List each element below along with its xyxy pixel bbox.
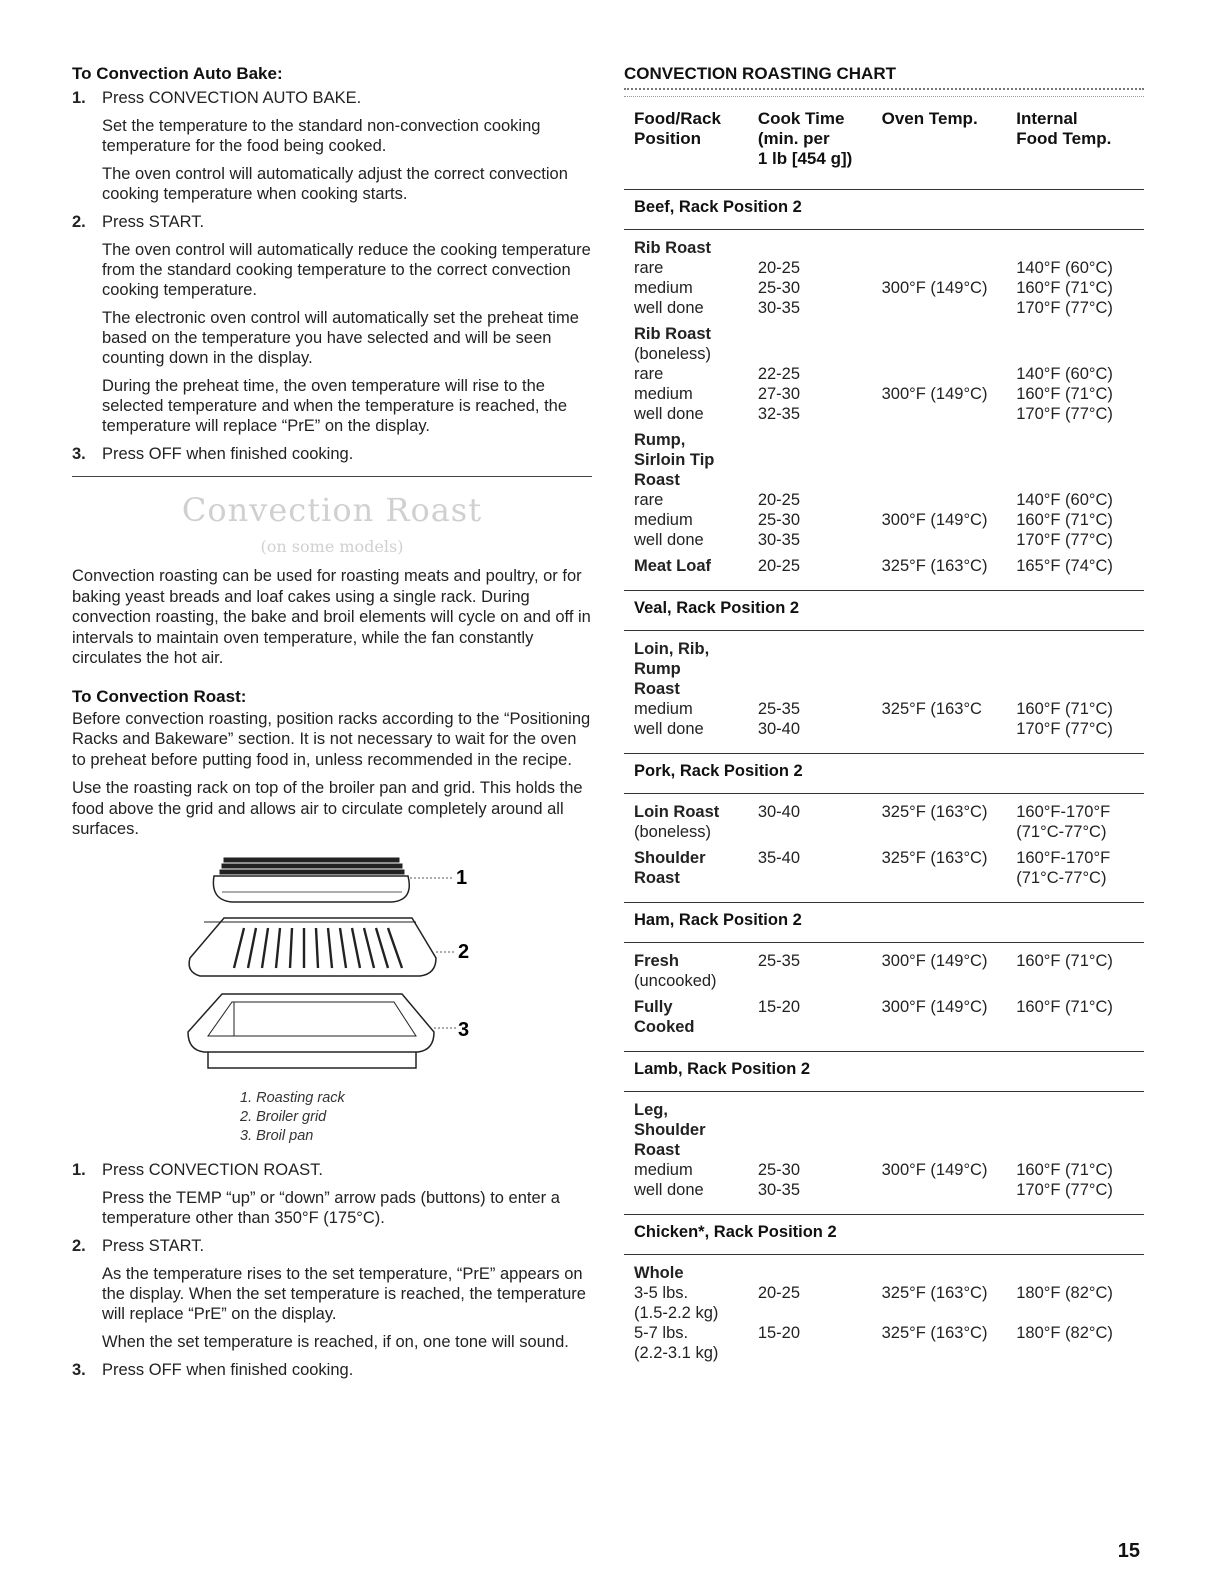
table-row (634, 430, 1144, 450)
table-row (634, 1323, 1144, 1343)
header-food-rack: Food/Rack Position (634, 109, 721, 148)
cell-internal-temp (1016, 430, 1144, 450)
cell-internal-temp: 170°F (77°C) (1016, 1181, 1113, 1199)
page-number: 15 (1117, 1540, 1140, 1562)
cell-food: medium (634, 279, 693, 297)
cell-food: rare (634, 365, 664, 383)
cell-food: well done (634, 720, 704, 738)
cell-internal-temp (1016, 344, 1144, 364)
auto-bake-heading: To Convection Auto Bake: (72, 64, 283, 83)
cell-food: Loin Roast (634, 803, 720, 821)
cell-internal-temp: 160°F (71°C) (1016, 952, 1113, 970)
header-internal-temp: Internal Food Temp. (1016, 109, 1112, 148)
cell-oven-temp: 300°F (149°C) (881, 279, 988, 297)
cell-cook-time (758, 324, 882, 344)
cell-oven-temp (882, 971, 1017, 991)
group-heading: Chicken*, Rack Position 2 (624, 1214, 1144, 1255)
cell-cook-time: 25-35 (757, 700, 801, 718)
group-heading: Lamb, Rack Position 2 (624, 1051, 1144, 1092)
cell-internal-temp (1016, 324, 1144, 344)
cell-cook-time: 30-35 (757, 531, 801, 549)
table-row (634, 384, 1144, 404)
cell-food: (uncooked) (634, 972, 717, 990)
cell-oven-temp (882, 1017, 1017, 1037)
cell-internal-temp: 140°F (60°C) (1016, 365, 1113, 383)
cell-food: Roast (634, 869, 680, 887)
step-3 (72, 1360, 592, 1380)
table-row (634, 344, 1144, 364)
cell-food: medium (634, 700, 693, 718)
figure-captions (240, 1089, 592, 1146)
step-detail: When the set temperature is reached, if on, one tone will sound. (102, 1332, 569, 1351)
cell-cook-time: 22-25 (757, 365, 801, 383)
table-row (634, 951, 1144, 971)
cell-food: Loin, Rib, (634, 640, 710, 658)
cell-food: Cooked (634, 1018, 695, 1036)
cell-oven-temp (882, 679, 1017, 699)
cell-cook-time (758, 639, 882, 659)
cell-oven-temp (882, 238, 1017, 258)
table-row (634, 1100, 1144, 1120)
group-rows (624, 794, 1144, 888)
step-instruction: Press OFF when finished cooking. (102, 1360, 354, 1379)
section-subtitle: (on some models) (260, 537, 404, 556)
cell-internal-temp (1016, 659, 1144, 679)
cell-cook-time: 32-35 (757, 405, 801, 423)
table-row (634, 490, 1144, 510)
table-row (634, 822, 1144, 842)
step-detail: During the preheat time, the oven temperature will rise to the selected temperature and when the temperature is reached, the temperature will replace “PrE” on the display. (102, 377, 568, 435)
table-row (634, 1017, 1144, 1037)
chart-title: CONVECTION ROASTING CHART (624, 64, 896, 83)
table-row (634, 404, 1144, 424)
step-detail: The oven control will automatically adjust the correct convection cooking temperature when cooking starts. (102, 165, 568, 203)
table-row (634, 1263, 1144, 1283)
group-rows (624, 230, 1144, 576)
step-2 (72, 212, 592, 436)
step-detail: The oven control will automatically reduce the cooking temperature from the standard cooking temperature to the correct convection cooking temperature. (102, 241, 591, 299)
step-detail: As the temperature rises to the set temperature, “PrE” appears on the display. When the set temperature is reached, the temperature will replace “PrE” on the display. (102, 1264, 586, 1323)
cell-cook-time: 15-20 (757, 1324, 801, 1342)
cell-cook-time (758, 868, 882, 888)
cell-food: rare (634, 491, 664, 509)
cell-cook-time: 20-25 (757, 1284, 801, 1302)
cell-internal-temp: 170°F (77°C) (1016, 299, 1113, 317)
dotted-rule (624, 88, 1144, 97)
cell-food: well done (634, 531, 704, 549)
auto-bake-steps (72, 88, 592, 464)
cell-internal-temp: 170°F (77°C) (1016, 405, 1113, 423)
cell-food: (boneless) (634, 823, 712, 841)
cell-internal-temp: 160°F (71°C) (1016, 998, 1113, 1016)
table-row (634, 1120, 1144, 1140)
broil-pan-drawing (188, 994, 456, 1068)
cell-cook-time (758, 1263, 882, 1283)
step-number: 2. (72, 1236, 86, 1255)
cell-internal-temp: 160°F-170°F (1016, 803, 1111, 821)
table-row (634, 997, 1144, 1017)
cell-internal-temp (1016, 639, 1144, 659)
cell-food: Rump, (634, 431, 686, 449)
cell-internal-temp (1016, 1100, 1144, 1120)
cell-food: Fully (634, 998, 673, 1016)
cell-oven-temp (882, 1140, 1017, 1160)
cell-cook-time: 30-40 (757, 720, 801, 738)
cell-oven-temp: 300°F (149°C) (881, 1161, 988, 1179)
group-heading: Beef, Rack Position 2 (624, 189, 1144, 230)
cell-food: Fresh (634, 952, 679, 970)
cell-food: Roast (634, 680, 680, 698)
cell-cook-time (758, 238, 882, 258)
cell-oven-temp (882, 298, 1017, 318)
cell-oven-temp (882, 1263, 1017, 1283)
table-row (634, 364, 1144, 384)
table-row (634, 278, 1144, 298)
cell-oven-temp (882, 364, 1017, 384)
table-row (634, 1140, 1144, 1160)
cell-oven-temp (882, 324, 1017, 344)
cell-cook-time (758, 1343, 882, 1363)
cell-oven-temp: 325°F (163°C) (881, 557, 988, 575)
cell-cook-time (758, 470, 882, 490)
cell-oven-temp: 300°F (149°C) (881, 511, 988, 529)
group-heading: Pork, Rack Position 2 (624, 753, 1144, 794)
cell-internal-temp (1016, 1140, 1144, 1160)
table-row (634, 971, 1144, 991)
cell-food: (1.5-2.2 kg) (634, 1304, 719, 1322)
step-instruction: Press START. (102, 1236, 205, 1255)
roast-heading: To Convection Roast: (72, 686, 247, 706)
cell-cook-time: 20-25 (757, 557, 801, 575)
cell-internal-temp (1016, 971, 1144, 991)
cell-cook-time: 35-40 (757, 849, 801, 867)
cell-cook-time (758, 1017, 882, 1037)
cell-oven-temp (882, 530, 1017, 550)
section-divider (72, 476, 592, 477)
callout-3: 3 (458, 1018, 470, 1041)
cell-internal-temp (1016, 1120, 1144, 1140)
table-row (634, 719, 1144, 739)
cell-oven-temp: 325°F (163°C) (881, 803, 988, 821)
cell-oven-temp: 325°F (163°C (881, 700, 982, 718)
table-row (634, 802, 1144, 822)
callout-2: 2 (458, 940, 470, 963)
cell-internal-temp: 140°F (60°C) (1016, 259, 1113, 277)
intro-paragraph: Convection roasting can be used for roasting meats and poultry, or for baking yeast breads and loaf cakes using a single rack. During convection roasting, the bake and broil elements will cycle on and off in intervals to maintain oven temperature, while the fan constantly circulates the hot air. (72, 567, 591, 667)
roast-steps (72, 1160, 592, 1380)
cell-food: medium (634, 1161, 693, 1179)
cell-internal-temp: 160°F (71°C) (1016, 279, 1113, 297)
table-row (634, 868, 1144, 888)
chart-body (624, 189, 1144, 1363)
table-row (634, 1283, 1144, 1303)
group-heading: Ham, Rack Position 2 (624, 902, 1144, 943)
step-detail: The electronic oven control will automatically set the preheat time based on the temperature you have selected and will be seen counting down in the display. (102, 309, 579, 367)
cell-oven-temp (882, 1303, 1017, 1323)
table-row (634, 324, 1144, 344)
cell-cook-time: 25-30 (757, 279, 801, 297)
table-row (634, 470, 1144, 490)
step-instruction: Press START. (102, 213, 205, 231)
cell-internal-temp: 170°F (77°C) (1016, 531, 1113, 549)
roasting-pan-illustration (72, 854, 592, 1089)
step-number: 1. (72, 89, 86, 107)
table-row (634, 530, 1144, 550)
cell-cook-time (758, 430, 882, 450)
cell-oven-temp (882, 1100, 1017, 1120)
cell-oven-temp (882, 344, 1017, 364)
section-title: Convection Roast (181, 491, 483, 529)
cell-cook-time: 20-25 (757, 491, 801, 509)
table-row (634, 659, 1144, 679)
cell-food: rare (634, 259, 664, 277)
cell-internal-temp: (71°C-77°C) (1016, 823, 1107, 841)
broiler-grid-drawing (189, 918, 454, 976)
cell-food: Leg, (634, 1101, 668, 1119)
cell-food: Whole (634, 1264, 684, 1282)
table-row (634, 1160, 1144, 1180)
cell-internal-temp: 180°F (82°C) (1016, 1324, 1113, 1342)
roasting-pan-drawing (72, 854, 592, 1089)
callout-1: 1 (456, 866, 468, 889)
cell-oven-temp (882, 450, 1017, 470)
cell-internal-temp: 140°F (60°C) (1016, 491, 1113, 509)
cell-internal-temp: 160°F-170°F (1016, 849, 1111, 867)
cell-internal-temp (1016, 238, 1144, 258)
cell-internal-temp: 165°F (74°C) (1016, 557, 1113, 575)
group-rows (624, 1092, 1144, 1200)
cell-cook-time (758, 344, 882, 364)
cell-oven-temp (882, 1343, 1017, 1363)
table-row (634, 1180, 1144, 1200)
cell-cook-time: 27-30 (757, 385, 801, 403)
cell-oven-temp (882, 1180, 1017, 1200)
cell-internal-temp: 160°F (71°C) (1016, 385, 1113, 403)
cell-cook-time: 15-20 (757, 998, 801, 1016)
cell-food: Meat Loaf (634, 557, 712, 575)
group-rows (624, 1255, 1144, 1363)
step-number: 3. (72, 445, 86, 463)
cell-oven-temp (882, 1120, 1017, 1140)
step-instruction: Press CONVECTION AUTO BAKE. (102, 89, 362, 107)
step-number: 2. (72, 213, 86, 231)
step-instruction: Press OFF when finished cooking. (102, 445, 354, 463)
cell-internal-temp: (71°C-77°C) (1016, 869, 1107, 887)
cell-food: 5-7 lbs. (634, 1324, 689, 1342)
cell-internal-temp (1016, 1263, 1144, 1283)
table-row (634, 510, 1144, 530)
cell-internal-temp: 170°F (77°C) (1016, 720, 1113, 738)
cell-oven-temp: 300°F (149°C) (881, 385, 988, 403)
cell-oven-temp: 300°F (149°C) (881, 998, 988, 1016)
group-rows (624, 943, 1144, 1037)
caption-roasting-rack: 1. Roasting rack (240, 1089, 345, 1106)
cell-food: well done (634, 1181, 704, 1199)
cell-cook-time (758, 971, 882, 991)
cell-cook-time (758, 1100, 882, 1120)
chart-header-row (624, 97, 1144, 169)
cell-cook-time (758, 1140, 882, 1160)
header-cook-time: Cook Time (min. per 1 lb [454 g]) (757, 109, 853, 168)
cell-cook-time: 30-35 (757, 1181, 801, 1199)
cell-cook-time (758, 679, 882, 699)
cell-oven-temp (882, 404, 1017, 424)
cell-food: well done (634, 299, 704, 317)
cell-food: (boneless) (634, 345, 712, 363)
step-3 (72, 444, 592, 464)
cell-cook-time: 20-25 (757, 259, 801, 277)
left-column (72, 64, 592, 1388)
table-row (634, 639, 1144, 659)
caption-broil-pan: 3. Broil pan (240, 1127, 314, 1144)
group-heading: Veal, Rack Position 2 (624, 590, 1144, 631)
cell-oven-temp: 325°F (163°C) (881, 849, 988, 867)
cell-food: medium (634, 385, 693, 403)
cell-oven-temp (882, 822, 1017, 842)
cell-food: Roast (634, 1141, 680, 1159)
cell-food: well done (634, 405, 704, 423)
cell-cook-time (758, 1120, 882, 1140)
cell-cook-time (758, 822, 882, 842)
cell-food: medium (634, 511, 693, 529)
cell-oven-temp (882, 719, 1017, 739)
roast-paragraph-2: Use the roasting rack on top of the broiler pan and grid. This holds the food above the grid and allows air to circulate completely around all surfaces. (72, 779, 583, 838)
cell-food: Shoulder (634, 849, 706, 867)
cell-food: (2.2-3.1 kg) (634, 1344, 719, 1362)
cell-oven-temp (882, 868, 1017, 888)
cell-cook-time: 25-30 (757, 1161, 801, 1179)
step-number: 3. (72, 1360, 86, 1379)
cell-internal-temp: 160°F (71°C) (1016, 700, 1113, 718)
table-row (634, 699, 1144, 719)
step-1 (72, 1160, 592, 1228)
cell-cook-time: 30-40 (757, 803, 801, 821)
table-row (634, 450, 1144, 470)
cell-oven-temp (882, 659, 1017, 679)
cell-food: Sirloin Tip (634, 451, 715, 469)
cell-cook-time (758, 659, 882, 679)
table-row (634, 238, 1144, 258)
cell-cook-time: 25-30 (757, 511, 801, 529)
cell-oven-temp (882, 470, 1017, 490)
cell-food: Rib Roast (634, 325, 712, 343)
cell-oven-temp: 325°F (163°C) (881, 1324, 988, 1342)
cell-oven-temp (882, 258, 1017, 278)
cell-cook-time (758, 450, 882, 470)
cell-food: 3-5 lbs. (634, 1284, 689, 1302)
table-row (634, 1303, 1144, 1323)
cell-internal-temp (1016, 1017, 1144, 1037)
cell-internal-temp (1016, 1343, 1144, 1363)
cell-oven-temp (882, 490, 1017, 510)
table-row (634, 679, 1144, 699)
cell-food: Rib Roast (634, 239, 712, 257)
roasting-rack-drawing (213, 858, 452, 902)
group-rows (624, 631, 1144, 739)
cell-cook-time (758, 1303, 882, 1323)
cell-internal-temp (1016, 450, 1144, 470)
cell-food: Roast (634, 471, 680, 489)
table-row (634, 556, 1144, 576)
cell-internal-temp: 160°F (71°C) (1016, 1161, 1113, 1179)
roast-paragraph-1: Before convection roasting, position racks according to the “Positioning Racks and Bakeware” section. It is not necessary to wait for the oven to preheat before putting food in, unless recommended in the recipe. (72, 709, 591, 769)
step-number: 1. (72, 1160, 86, 1179)
header-oven-temp: Oven Temp. (881, 109, 978, 128)
cell-internal-temp: 180°F (82°C) (1016, 1284, 1113, 1302)
cell-cook-time: 30-35 (757, 299, 801, 317)
cell-oven-temp (882, 430, 1017, 450)
cell-internal-temp (1016, 679, 1144, 699)
table-row (634, 1343, 1144, 1363)
cell-oven-temp: 300°F (149°C) (881, 952, 988, 970)
cell-internal-temp: 160°F (71°C) (1016, 511, 1113, 529)
step-detail: Press the TEMP “up” or “down” arrow pads (buttons) to enter a temperature other than 350°F (175°C). (102, 1188, 560, 1227)
cell-food: Rump (634, 660, 681, 678)
caption-broiler-grid: 2. Broiler grid (240, 1108, 327, 1125)
cell-oven-temp: 325°F (163°C) (881, 1284, 988, 1302)
cell-internal-temp (1016, 1303, 1144, 1323)
cell-food: Shoulder (634, 1121, 706, 1139)
cell-cook-time: 25-35 (757, 952, 801, 970)
cell-oven-temp (882, 639, 1017, 659)
table-row (634, 848, 1144, 868)
step-2 (72, 1236, 592, 1352)
step-1 (72, 88, 592, 204)
table-row (634, 258, 1144, 278)
cell-internal-temp (1016, 470, 1144, 490)
step-detail: Set the temperature to the standard non-convection cooking temperature for the food being cooked. (102, 117, 541, 155)
step-instruction: Press CONVECTION ROAST. (102, 1160, 323, 1179)
right-column (624, 64, 1144, 1363)
table-row (634, 298, 1144, 318)
